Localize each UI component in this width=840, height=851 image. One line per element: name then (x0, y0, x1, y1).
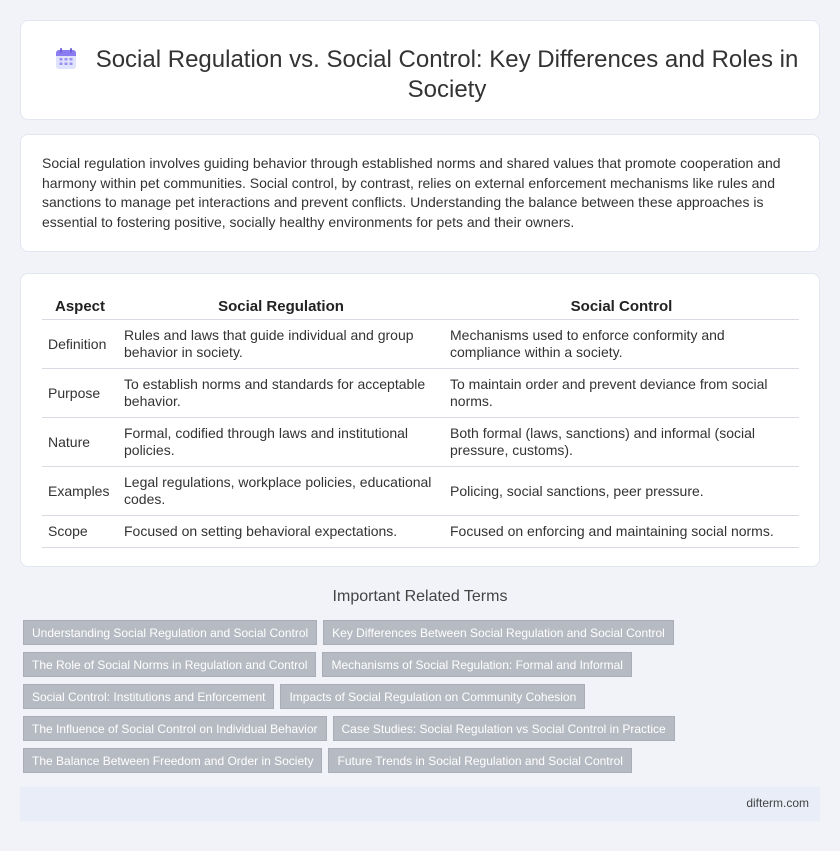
tag-row (23, 716, 823, 741)
cell-control: Policing, social sanctions, peer pressure. (444, 466, 799, 515)
cell-aspect: Purpose (42, 368, 118, 417)
related-term-tag[interactable]: The Influence of Social Control on Individual Behavior (23, 716, 327, 741)
comparison-table-card (20, 273, 820, 567)
cell-regulation: Formal, codified through laws and institutional policies. (118, 417, 444, 466)
tag-row (23, 684, 823, 709)
related-term-tag[interactable]: Mechanisms of Social Regulation: Formal and Informal (322, 652, 631, 677)
cell-regulation: To establish norms and standards for acceptable behavior. (118, 368, 444, 417)
cell-aspect: Nature (42, 417, 118, 466)
header-social-regulation: Social Regulation (118, 295, 444, 319)
related-term-tag[interactable]: The Balance Between Freedom and Order in Society (23, 748, 322, 773)
footer-brand-link[interactable]: difterm.com (746, 796, 809, 810)
intro-paragraph: Social regulation involves guiding behavior through established norms and shared values that promote cooperation and harmony within pet communities. Social control, by contrast, relies on external enforcement mechanisms like rules and sanctions to manage pet interactions and prevent conflicts. Understanding the balance between these approaches is essential to fostering positive, socially healthy environments for pets and their owners. (42, 155, 781, 230)
calendar-icon (54, 47, 78, 71)
related-term-tag[interactable]: Key Differences Between Social Regulation and Social Control (323, 620, 674, 645)
intro-card (20, 134, 820, 252)
comparison-table (42, 295, 799, 548)
table-header-row (42, 295, 799, 319)
tag-row (23, 748, 823, 773)
table-row (42, 417, 799, 466)
table-row (42, 319, 799, 368)
cell-control: Both formal (laws, sanctions) and informal (social pressure, customs). (444, 417, 799, 466)
header-aspect: Aspect (42, 295, 118, 319)
cell-regulation: Legal regulations, workplace policies, educational codes. (118, 466, 444, 515)
cell-control: To maintain order and prevent deviance from social norms. (444, 368, 799, 417)
tag-row (23, 620, 823, 645)
related-term-tag[interactable]: Case Studies: Social Regulation vs Social Control in Practice (333, 716, 675, 741)
cell-control: Focused on enforcing and maintaining social norms. (444, 515, 799, 547)
table-row (42, 515, 799, 547)
cell-regulation: Focused on setting behavioral expectations. (118, 515, 444, 547)
header-social-control: Social Control (444, 295, 799, 319)
page-title: Social Regulation vs. Social Control: Key Differences and Roles in Society (95, 46, 799, 103)
related-term-tag[interactable]: Social Control: Institutions and Enforcement (23, 684, 274, 709)
table-row (42, 368, 799, 417)
tag-row (23, 652, 823, 677)
related-term-tag[interactable]: Understanding Social Regulation and Social Control (23, 620, 317, 645)
footer (20, 787, 820, 821)
cell-regulation: Rules and laws that guide individual and group behavior in society. (118, 319, 444, 368)
related-term-tag[interactable]: Impacts of Social Regulation on Community Cohesion (280, 684, 585, 709)
cell-aspect: Definition (42, 319, 118, 368)
cell-aspect: Scope (42, 515, 118, 547)
cell-control: Mechanisms used to enforce conformity and compliance within a society. (444, 319, 799, 368)
related-term-tag[interactable]: Future Trends in Social Regulation and Social Control (328, 748, 632, 773)
cell-aspect: Examples (42, 466, 118, 515)
header-card (20, 20, 820, 120)
table-row (42, 466, 799, 515)
related-term-tag[interactable]: The Role of Social Norms in Regulation and Control (23, 652, 316, 677)
related-terms-list (23, 620, 823, 780)
related-terms-title: Important Related Terms (332, 588, 508, 605)
